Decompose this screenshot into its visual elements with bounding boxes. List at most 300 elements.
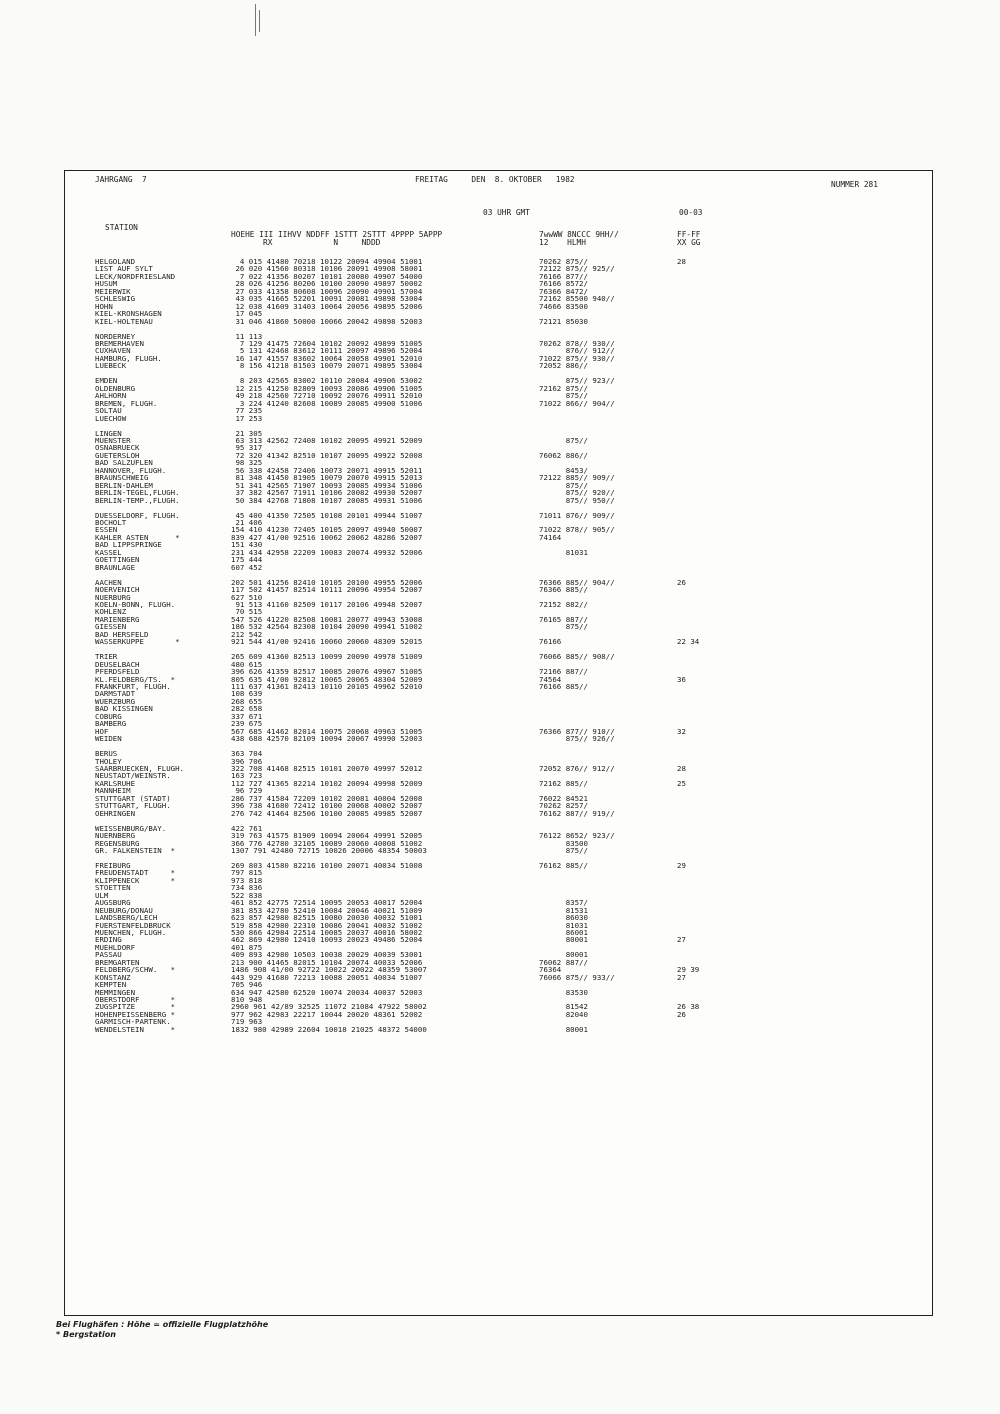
station-ww-groups: 875// 926// xyxy=(539,734,615,744)
station-name: COBURG xyxy=(95,711,122,721)
station-name: BOCHOLT xyxy=(95,517,127,527)
table-row xyxy=(65,526,932,533)
station-name: NORDERNEY xyxy=(95,331,136,341)
table-row xyxy=(65,288,932,295)
station-name: HUSUM xyxy=(95,279,118,289)
station-groups: 567 685 41462 82014 10075 20068 49963 51005 xyxy=(231,726,423,736)
table-row xyxy=(65,616,932,623)
station-groups: 363 704 xyxy=(231,749,263,759)
station-name: BERLIN-TEGEL,FLUGH. xyxy=(95,488,180,498)
station-name: THOLEY xyxy=(95,756,122,766)
table-row xyxy=(65,869,932,876)
station-groups: 921 544 41/00 92416 10060 20060 48309 52015 xyxy=(231,637,423,647)
station-ww-groups: 72052 886// xyxy=(539,361,588,371)
station-name: SOLTAU xyxy=(95,406,122,416)
station-name: STOETTEN xyxy=(95,883,131,893)
table-row xyxy=(65,862,932,869)
station-groups: 286 737 41584 72209 10102 20081 40004 52008 xyxy=(231,793,423,803)
station-groups: 16 147 41557 83602 10064 20058 49901 52010 xyxy=(231,353,423,363)
station-ww-groups: 875// xyxy=(539,622,588,632)
table-row xyxy=(65,683,932,690)
station-groups: 112 727 41365 82214 10102 20094 49998 52009 xyxy=(231,778,423,788)
station-groups: 519 858 42980 22310 10086 20041 40032 51002 xyxy=(231,920,423,930)
station-ww-groups: 76066 875// 933// xyxy=(539,972,615,982)
station-ww-groups: 875// 923// xyxy=(539,376,615,386)
table-row xyxy=(65,966,932,973)
station-name: MUEHLDORF xyxy=(95,942,136,952)
station-name: KOHLENZ xyxy=(95,607,127,617)
station-ww-groups: 70262 878// 930// xyxy=(539,339,615,348)
table-row xyxy=(65,392,932,399)
station-name: HANNOVER, FLUGH. xyxy=(95,465,167,475)
station-groups: 96 729 xyxy=(231,786,263,796)
station-name: OLDENBURG xyxy=(95,383,136,393)
station-groups: 1832 980 42989 22604 10018 21025 48372 54000 xyxy=(231,1024,427,1034)
issue-number: NUMMER 281 xyxy=(831,180,878,189)
station-groups: 627 510 xyxy=(231,592,263,602)
table-row xyxy=(65,832,932,839)
table-row xyxy=(65,705,932,712)
station-ww-groups: 70262 875// xyxy=(539,257,588,266)
table-row xyxy=(65,340,932,347)
station-name: BAD KISSINGEN xyxy=(95,704,153,714)
station-groups: 977 962 42983 22217 10044 20020 48361 52002 xyxy=(231,1009,423,1019)
station-groups: 396 738 41680 72412 10100 20068 40002 52007 xyxy=(231,801,423,811)
station-groups: 401 875 xyxy=(231,942,263,952)
station-ww-groups: 80001 xyxy=(539,935,588,945)
ff-header-2: XX GG xyxy=(677,238,701,247)
station-groups: 797 815 xyxy=(231,868,263,878)
station-name: GUETERSLOH xyxy=(95,450,140,460)
station-groups: 72 320 41342 82510 10107 20095 49922 52008 xyxy=(231,450,423,460)
station-name: BREMEN, FLUGH. xyxy=(95,398,158,408)
station-name: KAHLER ASTEN * xyxy=(95,532,180,542)
station-name: KL.FELDBERG/TS. * xyxy=(95,674,176,684)
station-wind-groups: 26 38 xyxy=(677,1002,700,1012)
station-groups: 77 235 xyxy=(231,406,263,416)
station-name: BAD SALZUFLEN xyxy=(95,458,153,468)
table-row xyxy=(65,265,932,272)
table-row xyxy=(65,765,932,772)
station-name: KIEL-HOLTENAU xyxy=(95,316,153,326)
table-row xyxy=(65,750,932,757)
table-row xyxy=(65,303,932,310)
station-ww-groups: 76366 877// 910// xyxy=(539,726,615,736)
station-name: BREMGARTEN xyxy=(95,957,140,967)
station-name: ZUGSPITZE * xyxy=(95,1002,176,1012)
station-ww-groups: 83530 xyxy=(539,987,588,997)
station-groups: 108 639 xyxy=(231,689,263,699)
observation-time-right: 00-03 xyxy=(679,208,703,217)
station-wind-groups: 29 39 xyxy=(677,965,700,975)
table-row xyxy=(65,676,932,683)
station-name: GR. FALKENSTEIN * xyxy=(95,845,176,855)
table-row xyxy=(65,601,932,608)
station-wind-groups: 28 xyxy=(677,257,686,266)
station-ww-groups: 8357/ xyxy=(539,898,588,908)
station-groups: 319 763 41575 81909 10094 20064 49991 52005 xyxy=(231,831,423,841)
table-row xyxy=(65,951,932,958)
table-row xyxy=(65,623,932,630)
station-name: STUTTGART, FLUGH. xyxy=(95,801,171,811)
station-groups: 50 384 42768 71808 10107 20085 49931 51006 xyxy=(231,495,423,505)
station-wind-groups: 22 34 xyxy=(677,637,700,647)
station-ww-groups: 86030 xyxy=(539,913,588,923)
station-groups: 396 706 xyxy=(231,756,263,766)
table-row xyxy=(65,810,932,817)
station-groups: 43 035 41665 52201 10091 20081 49898 53004 xyxy=(231,294,423,304)
table-row xyxy=(65,840,932,847)
station-name: FRANKFURT, FLUGH. xyxy=(95,681,171,691)
station-ww-groups: 8453/ xyxy=(539,465,588,475)
table-row xyxy=(65,892,932,899)
station-groups: 8 203 42565 83002 10110 20084 49906 53002 xyxy=(231,376,423,386)
station-name: MEIERWIK xyxy=(95,286,131,296)
station-name: BERLIN-DAHLEM xyxy=(95,480,153,490)
station-name: MUENSTER xyxy=(95,435,131,445)
table-row xyxy=(65,1018,932,1025)
table-row xyxy=(65,608,932,615)
station-groups: 212 542 xyxy=(231,629,263,639)
station-name: PASSAU xyxy=(95,950,122,960)
station-groups: 607 452 xyxy=(231,562,263,572)
station-groups: 186 532 42564 82308 10104 20090 49941 51002 xyxy=(231,622,423,632)
table-row xyxy=(65,579,932,586)
table-row xyxy=(65,497,932,504)
station-ww-groups: 76166 xyxy=(539,637,562,647)
station-name: KEMPTEN xyxy=(95,980,127,990)
station-groups: 462 869 42980 12410 10093 20023 49486 52004 xyxy=(231,935,423,945)
table-row xyxy=(65,690,932,697)
table-row xyxy=(65,385,932,392)
station-groups: 839 427 41/00 92516 10062 20062 48286 52007 xyxy=(231,532,423,542)
station-ww-groups: 72162 885// xyxy=(539,778,588,788)
station-groups: 7 129 41475 72604 10102 20092 49899 51005 xyxy=(231,339,423,348)
station-groups: 1486 908 41/00 92722 10022 20022 48359 53007 xyxy=(231,965,427,975)
table-row xyxy=(65,273,932,280)
station-groups: 175 444 xyxy=(231,555,263,565)
station-groups: 70 515 xyxy=(231,607,263,617)
station-ww-groups: 74164 xyxy=(539,532,562,542)
station-ww-groups: 76022 84521 xyxy=(539,793,588,803)
station-ww-groups: 76062 887// xyxy=(539,957,588,967)
table-row xyxy=(65,400,932,407)
table-row xyxy=(65,541,932,548)
table-row xyxy=(65,653,932,660)
station-name: EMDEN xyxy=(95,376,118,386)
station-groups: 634 947 42580 62520 10074 20034 40037 52003 xyxy=(231,987,423,997)
table-row xyxy=(65,347,932,354)
station-ww-groups: 76066 885// 908// xyxy=(539,652,615,662)
station-name: KLIPPENECK * xyxy=(95,875,176,885)
table-row xyxy=(65,638,932,645)
station-name: LINGEN xyxy=(95,428,122,438)
station-name: BERLIN-TEMP.,FLUGH. xyxy=(95,495,180,505)
station-ww-groups: 76366 885// xyxy=(539,585,588,595)
table-row xyxy=(65,922,932,929)
station-groups: 337 671 xyxy=(231,711,263,721)
station-groups: 438 688 42570 82109 10094 20067 49990 52003 xyxy=(231,734,423,744)
station-name: KARLSRUHE xyxy=(95,778,136,788)
table-row xyxy=(65,489,932,496)
table-row xyxy=(65,631,932,638)
table-row xyxy=(65,668,932,675)
station-ww-groups: 72152 882// xyxy=(539,599,588,609)
observation-time: 03 UHR GMT xyxy=(483,208,530,217)
station-groups: 213 900 41465 82015 10104 20074 40033 52006 xyxy=(231,957,423,967)
table-row xyxy=(65,333,932,340)
station-ww-groups: 876// 912// xyxy=(539,346,615,356)
station-groups: 111 637 41361 82413 10110 20105 49962 52010 xyxy=(231,681,423,691)
station-groups: 3 224 41240 82608 10089 20085 49900 51006 xyxy=(231,398,423,408)
table-row xyxy=(65,728,932,735)
station-groups: 268 655 xyxy=(231,696,263,706)
table-row xyxy=(65,310,932,317)
station-wind-groups: 32 xyxy=(677,726,686,736)
groups-header: HOEHE III IIHVV NDDFF 1STTT 2STTT 4PPPP 5APPP xyxy=(231,230,443,239)
station-name: HELGOLAND xyxy=(95,257,136,266)
station-ww-groups: 81531 xyxy=(539,905,588,915)
station-groups: 91 513 41160 82509 10117 20106 49948 52007 xyxy=(231,599,423,609)
station-ww-groups: 80001 xyxy=(539,1024,588,1034)
station-name: BAD HERSFELD xyxy=(95,629,149,639)
station-name: PFERDSFELD xyxy=(95,667,140,677)
station-ww-groups: 74666 83500 xyxy=(539,301,588,311)
station-groups: 547 526 41220 82508 10081 20077 49943 53008 xyxy=(231,614,423,624)
table-row xyxy=(65,362,932,369)
station-ww-groups: 83500 xyxy=(539,838,588,848)
station-groups: 396 626 41359 82517 10085 20076 49967 51005 xyxy=(231,667,423,677)
station-name: DARMSTADT xyxy=(95,689,136,699)
station-name: KOELN-BONN, FLUGH. xyxy=(95,599,176,609)
station-groups: 11 113 xyxy=(231,331,263,341)
station-groups: 443 929 41680 72213 10088 20051 40034 51007 xyxy=(231,972,423,982)
station-ww-groups: 76162 885// xyxy=(539,860,588,870)
table-row xyxy=(65,936,932,943)
station-name: SAARBRUECKEN, FLUGH. xyxy=(95,763,184,773)
station-name: MUENCHEN, FLUGH. xyxy=(95,927,167,937)
station-name: SCHLESWIG xyxy=(95,294,136,304)
station-ww-groups: 875// 950// xyxy=(539,495,615,505)
station-ww-groups: 71022 878// 905// xyxy=(539,525,615,535)
table-row xyxy=(65,735,932,742)
station-groups: 21 305 xyxy=(231,428,263,438)
station-name: AUGSBURG xyxy=(95,898,131,908)
station-ww-groups: 70262 8257/ xyxy=(539,801,588,811)
station-name: STUTTGART (STADT) xyxy=(95,793,171,803)
table-row xyxy=(65,802,932,809)
station-ww-groups: 71011 876// 909// xyxy=(539,510,615,520)
station-name: BRAUNLAGE xyxy=(95,562,136,572)
station-name: ERDING xyxy=(95,935,122,945)
station-groups: 322 708 41468 82515 10101 20070 49997 52012 xyxy=(231,763,423,773)
scan-artifact xyxy=(255,4,256,36)
ff-header: FF-FF xyxy=(677,230,701,239)
station-groups: 623 857 42980 82515 10080 20030 40032 51001 xyxy=(231,913,423,923)
station-name: LECK/NORDFRIESLAND xyxy=(95,271,176,281)
station-name: WASSERKUPPE * xyxy=(95,637,180,647)
station-wind-groups: 25 xyxy=(677,778,686,788)
table-row xyxy=(65,825,932,832)
station-ww-groups: 72162 875// xyxy=(539,383,588,393)
station-groups: 480 615 xyxy=(231,659,263,669)
station-name: WUERZBURG xyxy=(95,696,136,706)
station-ww-groups: 76165 887// xyxy=(539,614,588,624)
table-row xyxy=(65,556,932,563)
station-groups: 12 038 41609 31403 10064 20056 49895 52006 xyxy=(231,301,423,311)
groups-header-2: RX N NDDD xyxy=(263,238,381,247)
station-groups: 49 218 42560 72710 10092 20076 49911 52010 xyxy=(231,391,423,401)
station-name: FUERSTENFELDBRUCK xyxy=(95,920,171,930)
station-ww-groups: 76166 877// xyxy=(539,271,588,281)
table-row xyxy=(65,482,932,489)
station-name: FREIBURG xyxy=(95,860,131,870)
station-groups: 56 338 42458 72406 10073 20071 49915 52011 xyxy=(231,465,423,475)
table-row xyxy=(65,519,932,526)
station-ww-groups: 76166 885// xyxy=(539,681,588,691)
station-groups: 26 020 41560 80318 10106 20091 49908 58001 xyxy=(231,264,423,274)
table-row xyxy=(65,318,932,325)
station-name: NOERVENICH xyxy=(95,585,140,595)
station-ww-groups: 81542 xyxy=(539,1002,588,1012)
table-row xyxy=(65,467,932,474)
station-name: BERUS xyxy=(95,749,118,759)
station-ww-groups: 76364 xyxy=(539,965,562,975)
station-wind-groups: 27 xyxy=(677,935,686,945)
station-ww-groups: 72122 875// 925// xyxy=(539,264,615,274)
station-groups: 5 131 42468 83612 10111 20097 49896 52004 xyxy=(231,346,423,356)
station-name: MANNHEIM xyxy=(95,786,131,796)
station-name: HAMBURG, FLUGH. xyxy=(95,353,162,363)
footer-legend: * Bergstation xyxy=(56,1330,116,1339)
station-name: FELDBERG/SCHW. * xyxy=(95,965,176,975)
footer-note: Bei Flughäfen : Höhe = offizielle Flugplatzhöhe xyxy=(56,1320,269,1329)
station-name: HOHENPEISSENBERG * xyxy=(95,1009,176,1019)
station-name: REGENSBURG xyxy=(95,838,140,848)
table-row xyxy=(65,758,932,765)
station-wind-groups: 36 xyxy=(677,674,686,684)
table-row xyxy=(65,772,932,779)
station-groups: 7 022 41356 80207 10101 20080 49907 54000 xyxy=(231,271,423,281)
station-groups: 154 410 41230 72405 10105 20097 49940 50007 xyxy=(231,525,423,535)
station-ww-groups: 76366 885// 904// xyxy=(539,577,615,587)
station-wind-groups: 27 xyxy=(677,972,686,982)
station-ww-groups: 72121 85030 xyxy=(539,316,588,326)
station-ww-groups: 72162 85500 940// xyxy=(539,294,615,304)
table-row xyxy=(65,1003,932,1010)
table-row xyxy=(65,884,932,891)
table-row xyxy=(65,780,932,787)
station-groups: 381 853 42780 52410 10084 20046 40021 51009 xyxy=(231,905,423,915)
table-row xyxy=(65,713,932,720)
table-row xyxy=(65,564,932,571)
station-groups: 461 852 42775 72514 10095 20053 40017 52004 xyxy=(231,898,423,908)
table-row xyxy=(65,549,932,556)
station-groups: 231 434 42958 22209 10083 20074 49932 52006 xyxy=(231,547,423,557)
station-ww-groups: 875// xyxy=(539,435,588,445)
table-row xyxy=(65,698,932,705)
station-groups: 151 430 xyxy=(231,540,263,550)
station-ww-groups: 74564 xyxy=(539,674,562,684)
table-row xyxy=(65,586,932,593)
station-name: BAD LIPPSPRINGE xyxy=(95,540,162,550)
table-row xyxy=(65,280,932,287)
station-name: NUERBURG xyxy=(95,592,131,602)
table-row xyxy=(65,914,932,921)
station-groups: 163 723 xyxy=(231,771,263,781)
station-ww-groups: 875// xyxy=(539,480,588,490)
station-groups: 265 609 41360 82513 10099 20090 49978 51009 xyxy=(231,652,423,662)
station-name: BAMBERG xyxy=(95,719,127,729)
station-groups: 530 866 42984 22514 10085 20037 40016 58002 xyxy=(231,927,423,937)
station-name: LANDSBERG/LECH xyxy=(95,913,158,923)
station-ww-groups: 81031 xyxy=(539,920,588,930)
station-groups: 409 893 42980 10503 10038 20029 40039 53001 xyxy=(231,950,423,960)
station-groups: 4 015 41480 70218 10122 20094 49904 51001 xyxy=(231,257,423,266)
station-ww-groups: 86001 xyxy=(539,927,588,937)
station-ww-groups: 71022 875// 930// xyxy=(539,353,615,363)
station-groups: 276 742 41464 82506 10100 20085 49985 52007 xyxy=(231,808,423,818)
station-header: STATION xyxy=(105,223,138,232)
table-row xyxy=(65,989,932,996)
station-groups: 1307 791 42480 72715 10026 20006 48354 50003 xyxy=(231,845,427,855)
station-groups: 81 348 41450 81905 10079 20070 49915 52013 xyxy=(231,473,423,483)
ww-header-2: 12 HLMH xyxy=(539,238,586,247)
station-ww-groups: 71022 866// 904// xyxy=(539,398,615,408)
station-ww-groups: 76122 8652/ 923// xyxy=(539,831,615,841)
table-row xyxy=(65,959,932,966)
station-groups: 98 325 xyxy=(231,458,263,468)
station-name: DEUSELBACH xyxy=(95,659,140,669)
table-row xyxy=(65,444,932,451)
table-row xyxy=(65,787,932,794)
table-row xyxy=(65,512,932,519)
station-groups: 282 658 xyxy=(231,704,263,714)
station-ww-groups: 875// xyxy=(539,391,588,401)
station-wind-groups: 26 xyxy=(677,577,686,587)
table-row xyxy=(65,720,932,727)
station-ww-groups: 76366 8472/ xyxy=(539,286,588,296)
station-groups: 21 406 xyxy=(231,517,263,527)
table-row xyxy=(65,407,932,414)
table-row xyxy=(65,534,932,541)
station-groups: 63 313 42562 72408 10102 20095 49921 52009 xyxy=(231,435,423,445)
station-ww-groups: 76062 886// xyxy=(539,450,588,460)
station-groups: 269 803 41580 82216 10100 20071 40034 51008 xyxy=(231,860,423,870)
station-name: DUESSELDORF, FLUGH. xyxy=(95,510,180,520)
station-groups: 705 946 xyxy=(231,980,263,990)
station-name: KASSEL xyxy=(95,547,122,557)
station-groups: 805 635 41/00 92812 10065 20065 48304 52009 xyxy=(231,674,423,684)
station-name: GIESSEN xyxy=(95,622,127,632)
station-groups: 17 045 xyxy=(231,309,263,319)
table-row xyxy=(65,355,932,362)
station-ww-groups: 76166 8572/ xyxy=(539,279,588,289)
station-ww-groups: 72052 876// 912// xyxy=(539,763,615,773)
station-groups: 37 382 42567 71911 10106 20082 49930 52007 xyxy=(231,488,423,498)
station-name: MEMMINGEN xyxy=(95,987,136,997)
station-name: MARIENBERG xyxy=(95,614,140,624)
table-row xyxy=(65,847,932,854)
station-groups: 8 156 41218 81503 10079 20071 49895 53004 xyxy=(231,361,423,371)
table-row xyxy=(65,907,932,914)
station-name: WEIDEN xyxy=(95,734,122,744)
table-row xyxy=(65,415,932,422)
table-row xyxy=(65,295,932,302)
station-groups: 973 818 xyxy=(231,875,263,885)
table-row xyxy=(65,661,932,668)
station-name: WEISSENBURG/BAY. xyxy=(95,823,167,833)
